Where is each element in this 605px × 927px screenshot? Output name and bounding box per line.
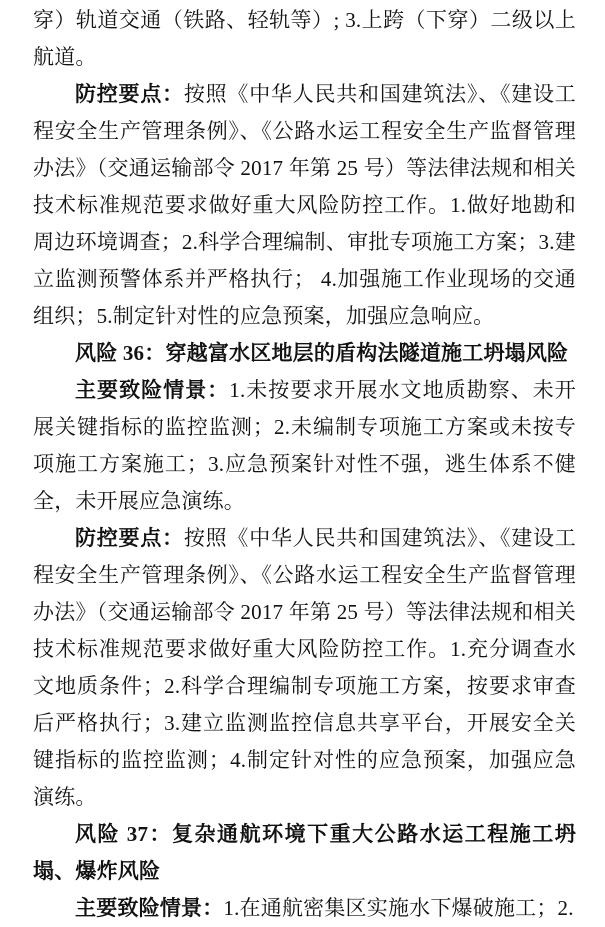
paragraph-lead: 防控要点：: [75, 82, 184, 106]
paragraph-text: 按照《中华人民共和国建筑法》、《建设工程安全生产管理条例》、《公路水运工程安全生产监督管理办法》（交通运输部令 2017 年第 25 号）等法律法规和相关技术标准规范要求做好重大风险防控工作。1.充分调查水文地质条件；2.科学合理编制专项施工方案，按要求审查后严格执行；3.建立监测监控信息共享平台，开展安全关键指标的监控监测；4.制定针对性的应急预案，加强应急演练。: [33, 526, 576, 809]
heading-lead: 风险 36：: [75, 341, 166, 365]
heading-lead: 风险 37：: [75, 822, 173, 846]
paragraph-text: 1.未按要求开展水文地质勘察、未开展关键指标的监控监测；2.未编制专项施工方案或未按专项施工方案施工；3.应急预案针对性不强，逃生体系不健全，未开展应急演练。: [33, 378, 577, 513]
paragraph-prevention-points: [33, 76, 576, 335]
paragraph-text: 1.在通航密集区实施水下爆破施工；2.: [223, 896, 574, 920]
paragraph-text: 穿）轨道交通（铁路、轻轨等）; 3.上跨（下穿）二级以上航道。: [33, 8, 576, 69]
paragraph-prevention-points: [33, 520, 576, 816]
heading-text: 穿越富水区地层的盾构法隧道施工坍塌风险: [165, 341, 569, 365]
heading-text: 复杂通航环境下重大公路水运工程施工坍塌、爆炸风险: [33, 822, 576, 883]
paragraph-risk-scenarios: [33, 372, 576, 520]
paragraph-lead: 主要致险情景：: [75, 896, 224, 920]
paragraph-risk-scenarios: [33, 890, 576, 927]
risk-37-heading: [33, 816, 576, 890]
paragraph-continuation: [33, 2, 576, 76]
risk-36-heading: [33, 335, 576, 372]
paragraph-lead: 防控要点：: [75, 526, 184, 550]
paragraph-text: 按照《中华人民共和国建筑法》、《建设工程安全生产管理条例》、《公路水运工程安全生产监督管理办法》（交通运输部令 2017 年第 25 号）等法律法规和相关技术标准规范要求做好重大风险防控工作。1.做好地勘和周边环境调查；2.科学合理编制、审批专项施工方案；3.建立监测预警体系并严格执行； 4.加强施工作业现场的交通组织；5.制定针对性的应急预案，加强应急响应。: [33, 82, 576, 328]
paragraph-lead: 主要致险情景：: [75, 378, 230, 402]
